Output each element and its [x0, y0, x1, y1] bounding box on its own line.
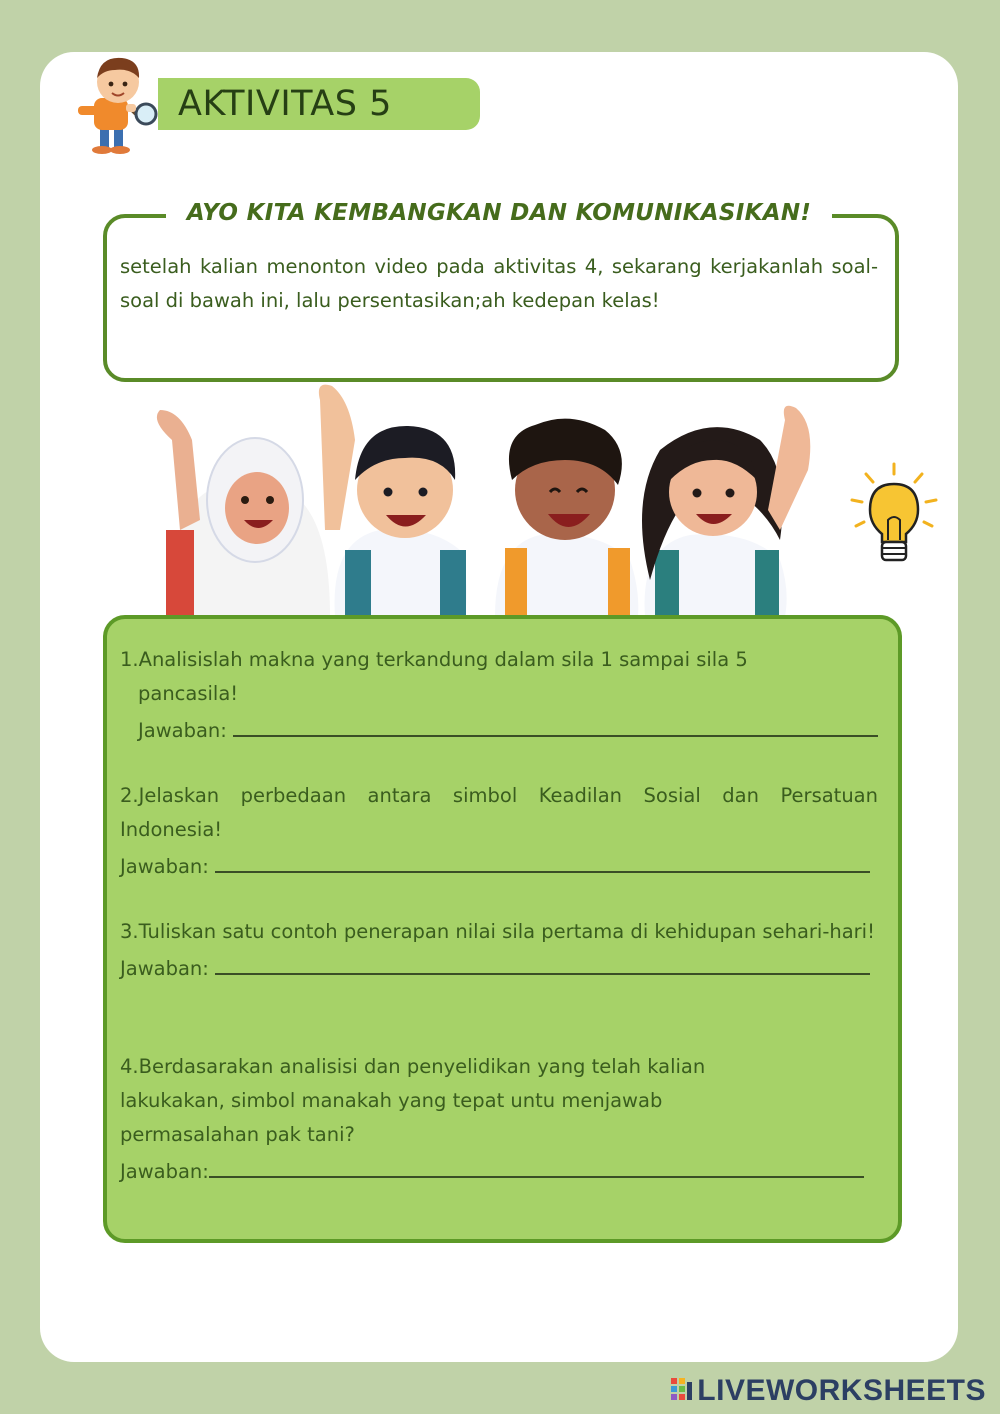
- question-2: [120, 779, 878, 884]
- answer-1-row: [120, 711, 878, 748]
- student-boy-black-hair: [319, 385, 467, 616]
- answer-1-label: Jawaban:: [138, 719, 227, 742]
- question-3: [120, 915, 878, 986]
- question-1: [120, 643, 878, 748]
- intro-heading: AYO KITA KEMBANGKAN DAN KOMUNIKASIKAN!: [166, 194, 832, 232]
- footer-brand: LIVEWORKSHEETS: [697, 1374, 986, 1407]
- page-title: AKTIVITAS 5: [178, 84, 392, 124]
- answer-2-label: Jawaban:: [120, 855, 209, 878]
- student-hijab-girl: [157, 410, 330, 616]
- question-1-text-cont: pancasila!: [138, 682, 239, 705]
- question-4-text-cont: lakukakan, simbol manakah yang tepat untu menjawab: [120, 1089, 663, 1112]
- answer-4-label: Jawaban:: [120, 1160, 209, 1183]
- answer-2-row: [120, 847, 870, 884]
- student-boy-curly-hair: [495, 419, 638, 616]
- liveworksheets-logo-icon: [671, 1378, 693, 1404]
- answer-3-label: Jawaban:: [120, 957, 209, 980]
- answer-1-input[interactable]: [233, 711, 878, 737]
- answer-3-input[interactable]: [215, 949, 870, 975]
- question-4-text: 4.Berdasarakan analisisi dan penyelidikan yang telah kalian: [120, 1055, 706, 1078]
- liveworksheets-footer[interactable]: [671, 1374, 986, 1408]
- question-4: [120, 1050, 878, 1189]
- lightbulb-icon: [846, 460, 942, 570]
- boy-with-magnifier-icon: [70, 48, 170, 160]
- question-3-text: 3.Tuliskan satu contoh penerapan nilai sila pertama di kehidupan sehari-hari!: [120, 920, 875, 943]
- answer-3-row: [120, 949, 870, 986]
- question-1-text: 1.Analisislah makna yang terkandung dalam sila 1 sampai sila 5: [120, 648, 748, 671]
- intro-text: setelah kalian menonton video pada aktivitas 4, sekarang kerjakanlah soal-soal di bawah ini, lalu persentasikan;ah kedepan kelas!: [120, 255, 878, 312]
- answer-2-input[interactable]: [215, 847, 870, 873]
- answer-4-input[interactable]: [209, 1152, 864, 1178]
- students-illustration: [140, 380, 830, 616]
- question-2-text: 2.Jelaskan perbedaan antara simbol Keadilan Sosial dan Persatuan Indonesia!: [120, 784, 878, 841]
- answer-4-row: [120, 1152, 864, 1189]
- question-4-text-cont2: permasalahan pak tani?: [120, 1123, 355, 1146]
- student-girl-curly-hair: [642, 406, 810, 616]
